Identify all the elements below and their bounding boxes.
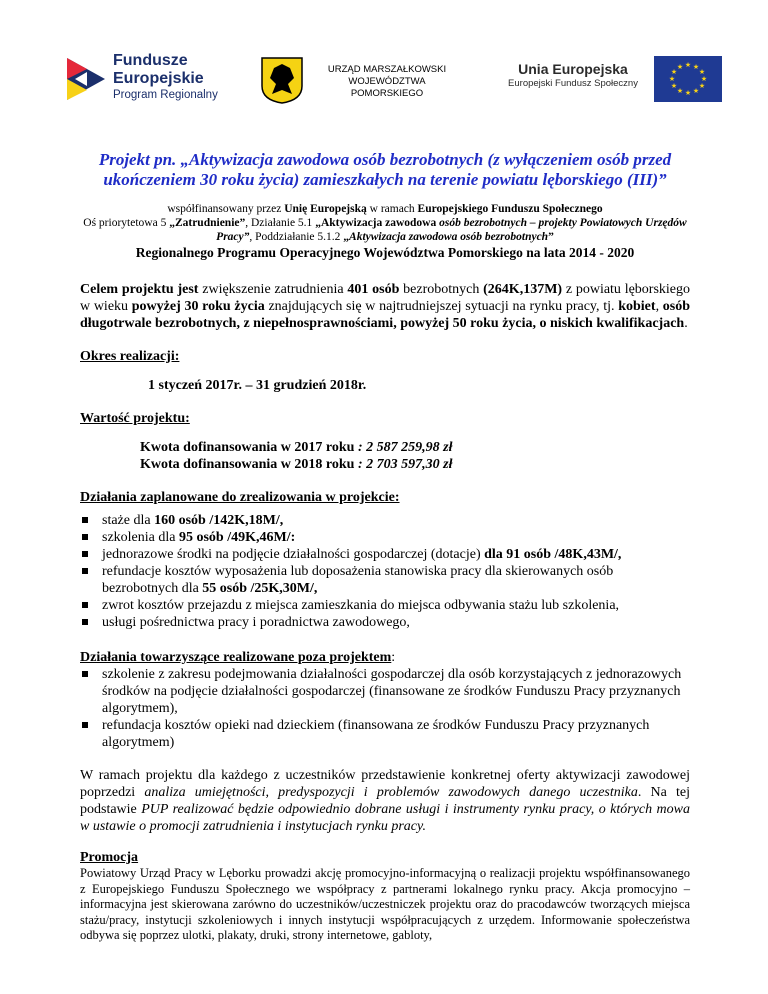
svg-text:★: ★ [698,82,706,90]
pom-line2: WOJEWÓDZTWA POMORSKIEGO [348,76,426,99]
cofund-bold: Unię Europejską [284,203,367,215]
cofund-text: Oś priorytetowa 5 [83,217,170,229]
cofinancing-info [80,202,690,244]
aim-bold: osób długotrwale bezrobotnych, z niepełnosprawnościami, powyżej 50 roku życia, o niskich kwalifikacjach [80,299,691,331]
fe-line2: Europejskie [113,70,204,87]
value-heading: Wartość projektu: [80,411,190,426]
eu-flag-icon [654,56,722,102]
funding-2017-value: : 2 587 259,98 zł [354,440,453,455]
list-item: szkolenia dla 95 osób /49K,46M/: [80,529,690,546]
aim-bold: (264K,137M) [483,282,563,297]
ue-line2: Europejski Fundusz Społeczny [508,78,638,89]
aim-text: , [655,299,663,314]
svg-text:★: ★ [698,68,706,76]
fundusze-europejskie-logo [65,52,235,112]
cofund-bold: ” [548,231,554,243]
rpo-line: Regionalnego Programu Operacyjnego Województwa Pomorskiego na lata 2014 - 2020 [135,245,635,260]
pomorskie-griffin-icon [260,56,304,104]
cofund-bold: „ [343,231,350,243]
fe-emblem-icon [65,56,107,102]
promotion-heading: Promocja [80,850,139,865]
svg-text:★: ★ [670,82,678,90]
list-item: staże dla 160 osób /142K,18M/, [80,512,690,529]
promotion-text: Powiatowy Urząd Pracy w Lęborku prowadzi akcję promocyjno-informacyjną o realizacji projektu współfinansowanego z Europejskiego Funduszu Społecznego we współpracy z partnerami lokalnego rynku pracy. Akcja promocyjno – informacyjna jest skierowana zarówno do uczestników/uczestniczek projektu oraz do pracodawców tworzących miejsca stażu/pracy, instytucji szkoleniowych i innych instytucji współpracujących z urzędem. Informowanie społeczeństwa odbywa się poprzez ulotki, plakaty, druki, strony internetowe, gabloty, [80,866,690,942]
svg-text:★: ★ [668,75,676,83]
aim-bold: kobiet [618,299,656,314]
svg-text:★: ★ [692,63,700,71]
aim-bold: powyżej 30 roku życia [131,299,265,314]
logo-bar [80,40,708,115]
accompanying-heading: Działania towarzyszące realizowane poza projektem: [80,650,396,665]
unia-europejska-logo [498,56,738,106]
urzad-marszalkowski-logo [260,56,470,106]
svg-text:★: ★ [676,87,684,95]
svg-text:★: ★ [684,61,692,69]
list-item: szkolenie z zakresu podejmowania działalności gospodarczej dla osób korzystających z jednorazowych środków na podjęcie działalności gospodarczej (finansowane ze środków Funduszu Pracy przyznanych algorytmem), [80,666,690,717]
cofund-text: w ramach [366,203,418,215]
pom-line1: URZĄD MARSZAŁKOWSKI [327,64,447,75]
svg-text:★: ★ [700,75,708,83]
cofund-bold-italic: Aktywizacja zawodowa osób bezrobotnych [349,231,549,243]
aim-text: z powiatu lęborskiego w wieku [80,282,691,314]
aim-bold: Celem projektu jest [80,282,199,297]
participants-paragraph: W ramach projektu dla każdego z uczestników przedstawienie konkretnej oferty aktywizacji zawodowej poprzedzi analiza umiejętności, predyspozycji i problemów zawodowych danego uczestnika. Na tej podstawie PUP realizować będzie odpowiednio dobrane usługi i instrumenty rynku pracy, o których mowa w ustawie o promocji zatrudnienia i instytucjach rynku pracy. [80,768,690,834]
list-item: zwrot kosztów przejazdu z miejsca zamieszkania do miejsca odbywania stażu lub szkolenia, [80,597,690,614]
list-item: usługi pośrednictwa pracy i poradnictwa zawodowego, [80,614,690,631]
project-title: Projekt pn. „Aktywizacja zawodowa osób bezrobotnych (z wyłączeniem osób przed ukończeniem 30 roku życia) zamieszkałych na terenie powiatu lęborskiego (III)” [98,150,672,189]
list-item: refundacje kosztów wyposażenia lub doposażenia stanowiska pracy dla skierowanych osób bezrobotnych dla 55 osób /25K,30M/, [80,563,690,597]
ue-line1: Unia Europejska [518,61,628,77]
cofund-bold-italic: osób bezrobotnych – projekty Powiatowych Urzędów Pracy” [216,217,687,243]
cofund-bold: Europejskiego Funduszu Społecznego [417,203,603,215]
svg-text:★: ★ [684,89,692,97]
list-item: jednorazowe środki na podjęcie działalności gospodarczej (dotacje) dla 91 osób /48K,43M/, [80,546,690,563]
cofund-text: współfinansowany przez [167,203,285,215]
cofund-bold: „Aktywizacja zawodowa [315,217,440,229]
svg-text:★: ★ [670,68,678,76]
cofund-text: , Działanie 5.1 [245,217,316,229]
aim-bold: 401 osób [347,282,400,297]
svg-text:★: ★ [692,87,700,95]
cofund-text: , Poddziałanie 5.1.2 [249,231,344,243]
funding-2017-label: Kwota dofinansowania w 2017 roku [140,440,355,455]
actions-heading: Działania zaplanowane do zrealizowania w projekcie: [80,490,400,505]
aim-text: zwiększenie zatrudnienia [198,282,348,297]
aim-text: bezrobotnych [399,282,484,297]
funding-2018-label: Kwota dofinansowania w 2018 roku [140,457,355,472]
funding-2018-value: : 2 703 597,30 zł [354,457,453,472]
funding-values [80,439,690,473]
period-value: 1 styczeń 2017r. – 31 grudzień 2018r. [148,378,367,393]
actions-list [80,512,690,631]
cofund-bold: „Zatrudnienie” [169,217,246,229]
list-item: refundacja kosztów opieki nad dzieckiem (finansowana ze środków Funduszu Pracy przyznanych algorytmem) [80,717,690,751]
document-page [80,40,708,944]
aim-text: . [684,316,688,331]
period-heading: Okres realizacji: [80,349,180,364]
svg-text:★: ★ [676,63,684,71]
fe-line3: Program Regionalny [113,89,218,101]
aim-text: znajdujących się w najtrudniejszej sytuacji na rynku pracy, tj. [264,299,619,314]
fe-line1: Fundusze [113,52,188,69]
accompanying-list [80,666,690,751]
project-aim [80,281,690,332]
